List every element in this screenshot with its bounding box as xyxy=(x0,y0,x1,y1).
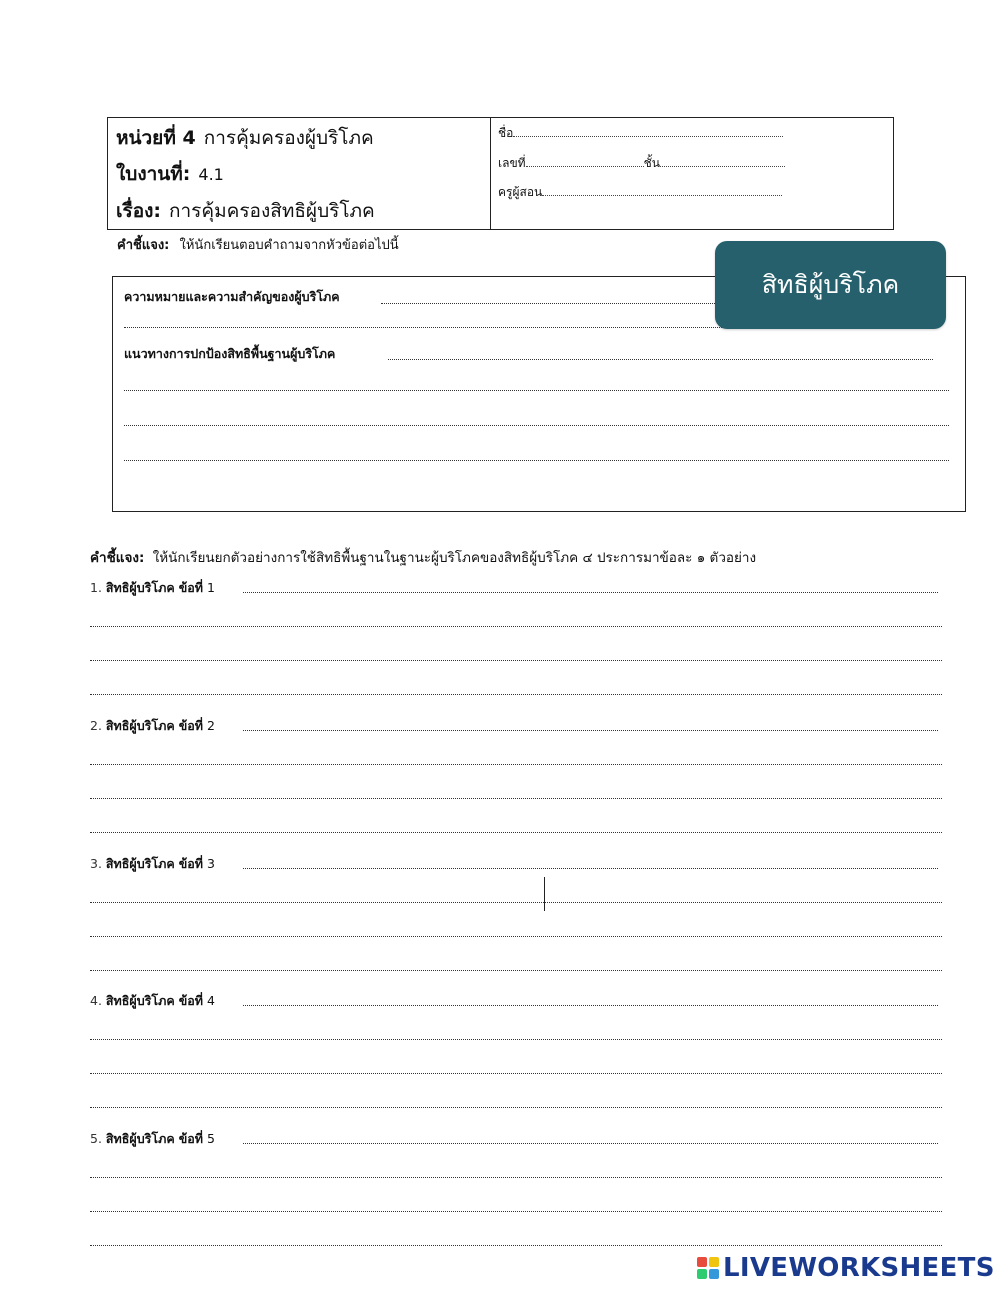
name-label: ชื่อ xyxy=(498,126,514,140)
answer-line[interactable] xyxy=(90,1039,942,1040)
worksheet-label: ใบงานที่: xyxy=(116,163,191,185)
student-fields xyxy=(498,118,893,229)
worksheet-header xyxy=(107,117,894,230)
number-label: เลขที่ xyxy=(498,156,526,170)
item-number: 4. xyxy=(90,993,102,1008)
rights-item-4 xyxy=(90,991,215,1011)
item-index: 1 xyxy=(206,580,215,595)
unit-value: การคุ้มครองผู้บริโภค xyxy=(203,127,374,149)
class-label: ชั้น xyxy=(643,156,660,170)
item-number: 5. xyxy=(90,1131,102,1146)
logo-text: LIVEWORKSHEETS xyxy=(723,1253,995,1283)
answer-line[interactable] xyxy=(381,303,721,304)
rights-item-1 xyxy=(90,578,215,598)
unit-label: หน่วยที่ 4 xyxy=(116,127,196,149)
text-cursor xyxy=(544,877,545,911)
item-label: สิทธิผู้บริโภค xyxy=(105,993,175,1008)
answer-line[interactable] xyxy=(243,592,938,593)
instruction-1-label: คำชี้แจง: xyxy=(117,238,170,253)
answer-line[interactable] xyxy=(90,660,942,661)
teacher-label: ครูผู้สอน xyxy=(498,185,543,199)
answer-line[interactable] xyxy=(90,764,942,765)
topic-line xyxy=(116,196,375,226)
answer-line[interactable] xyxy=(243,868,938,869)
instruction-2 xyxy=(90,546,756,568)
consumer-rights-badge: สิทธิผู้บริโภค xyxy=(715,241,946,329)
item-number: 2. xyxy=(90,718,102,733)
logo-square xyxy=(697,1257,707,1267)
item-label: สิทธิผู้บริโภค xyxy=(105,580,175,595)
answer-line[interactable] xyxy=(90,1211,942,1212)
instruction-2-text: ให้นักเรียนยกตัวอย่างการใช้สิทธิพื้นฐานในฐานะผู้บริโภคของสิทธิผู้บริโภค ๔ ประการมาข้อละ ๑ ตัวอย่าง xyxy=(152,550,757,566)
answer-line[interactable] xyxy=(90,1245,942,1246)
answer-line[interactable] xyxy=(243,1143,938,1144)
rights-item-3 xyxy=(90,854,215,874)
item-suffix: ข้อที่ xyxy=(178,856,203,871)
rights-item-5 xyxy=(90,1129,215,1149)
unit-line xyxy=(116,123,374,153)
question-meaning: ความหมายและความสำคัญของผู้บริโภค xyxy=(124,289,340,304)
liveworksheets-logo xyxy=(697,1253,995,1283)
answer-line[interactable] xyxy=(90,798,942,799)
answer-line[interactable] xyxy=(90,832,942,833)
teacher-field[interactable] xyxy=(498,183,782,202)
header-info xyxy=(108,118,491,229)
answer-line[interactable] xyxy=(124,425,949,426)
logo-square xyxy=(709,1269,719,1279)
answer-line[interactable] xyxy=(90,1073,942,1074)
item-number: 1. xyxy=(90,580,102,595)
item-suffix: ข้อที่ xyxy=(178,718,203,733)
item-suffix: ข้อที่ xyxy=(178,993,203,1008)
answer-line[interactable] xyxy=(388,359,933,360)
answer-line[interactable] xyxy=(90,694,942,695)
item-index: 5 xyxy=(206,1131,215,1146)
logo-icon xyxy=(697,1257,719,1279)
topic-value: การคุ้มครองสิทธิผู้บริโภค xyxy=(169,200,375,222)
answer-line[interactable] xyxy=(124,327,724,328)
name-field[interactable] xyxy=(498,124,783,143)
number-class-field[interactable] xyxy=(498,154,785,173)
answer-line[interactable] xyxy=(124,460,949,461)
item-index: 4 xyxy=(206,993,215,1008)
item-label: สิทธิผู้บริโภค xyxy=(105,1131,175,1146)
answer-line[interactable] xyxy=(90,970,942,971)
answer-line[interactable] xyxy=(90,1177,942,1178)
instruction-1-text: ให้นักเรียนตอบคำถามจากหัวข้อต่อไปนี้ xyxy=(179,238,399,253)
answer-line[interactable] xyxy=(90,936,942,937)
item-suffix: ข้อที่ xyxy=(178,580,203,595)
item-label: สิทธิผู้บริโภค xyxy=(105,856,175,871)
question-protection: แนวทางการปกป้องสิทธิพื้นฐานผู้บริโภค xyxy=(124,346,336,361)
instruction-2-label: คำชี้แจง: xyxy=(90,550,145,566)
answer-line[interactable] xyxy=(243,1005,938,1006)
item-suffix: ข้อที่ xyxy=(178,1131,203,1146)
item-index: 2 xyxy=(206,718,215,733)
rights-item-2 xyxy=(90,716,215,736)
answer-line[interactable] xyxy=(90,1107,942,1108)
answer-line[interactable] xyxy=(90,902,942,903)
worksheet-line xyxy=(116,159,224,189)
worksheet-value: 4.1 xyxy=(198,165,224,184)
item-label: สิทธิผู้บริโภค xyxy=(105,718,175,733)
item-number: 3. xyxy=(90,856,102,871)
instruction-1 xyxy=(117,234,399,255)
answer-line[interactable] xyxy=(243,730,938,731)
topic-label: เรื่อง: xyxy=(116,200,161,222)
logo-square xyxy=(709,1257,719,1267)
answer-line[interactable] xyxy=(124,390,949,391)
answer-line[interactable] xyxy=(90,626,942,627)
logo-square xyxy=(697,1269,707,1279)
item-index: 3 xyxy=(206,856,215,871)
